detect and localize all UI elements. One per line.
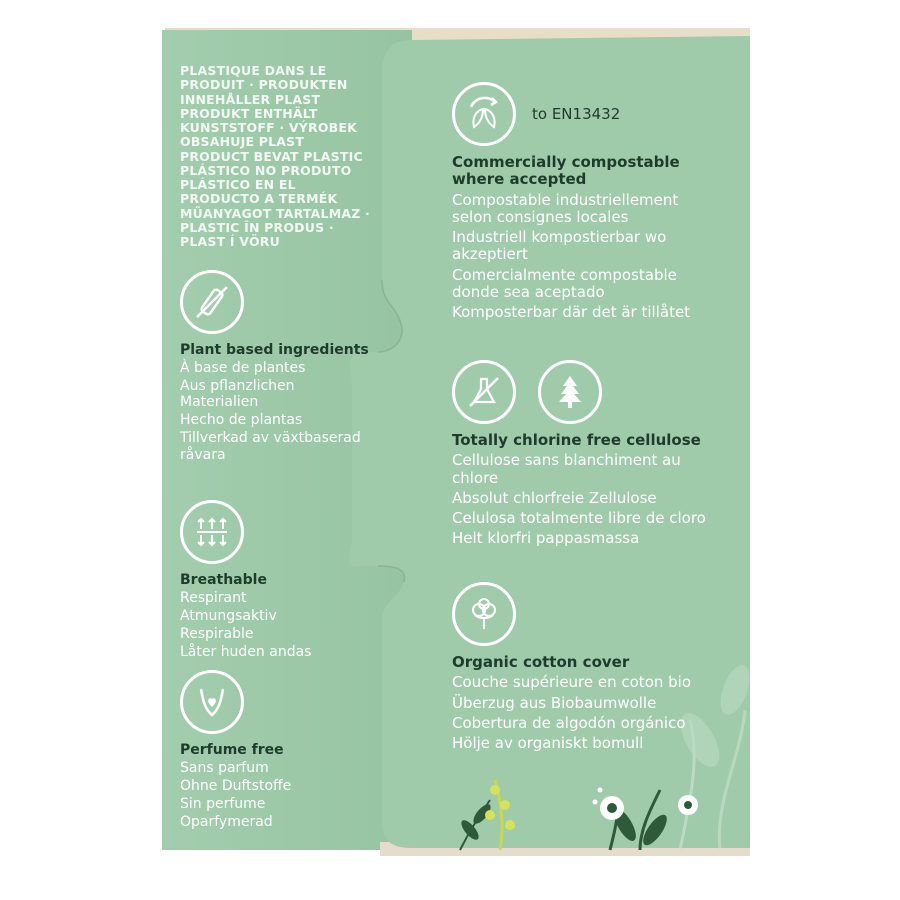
plastic-disclaimer: PLASTIQUE DANS LE PRODUIT · PRODUKTEN INNEHÅLLER PLAST PRODUKT ENTHÄLT KUNSTSTOFF · VÝROBEK OBSAHUJE PLAST PRODUCT BEVAT PLASTIC PLÁSTICO NO PRODUTO PLÁSTICO EN EL PRODUCTO A TERMÉK MŰANYAGOT TARTALMAZ · PLASTIC ÎN PRODUS · PLAST Í VÖRU — [180, 63, 370, 249]
feature-heading: Commercially compostable where accepted — [452, 153, 680, 189]
feature-translation: Respirant — [180, 590, 247, 607]
no-plastic-bottle-icon — [180, 270, 244, 334]
feature-translation: Überzug aus Biobaumwolle — [452, 693, 657, 712]
feature-translation: Absolut chlorfreie Zellulose — [452, 488, 657, 507]
feature-translation: Industriell kompostierbar wo akzeptiert — [452, 228, 667, 264]
feature-heading: Totally chlorine free cellulose — [452, 431, 701, 449]
body-heart-icon — [180, 670, 244, 734]
feature-chlorine-free — [452, 360, 722, 548]
feature-translation: Sin perfume — [180, 796, 266, 813]
feature-perfume-free — [180, 670, 370, 830]
feature-translation: Compostable industriellement selon consignes locales — [452, 190, 679, 226]
cotton-icon — [452, 582, 516, 646]
no-chlorine-flask-icon — [452, 360, 516, 424]
feature-translation: Sans parfum — [180, 760, 269, 777]
feature-heading: Breathable — [180, 572, 267, 588]
feature-translation: Aus pflanzlichen Materialien — [180, 378, 295, 411]
feature-translation: Komposterbar där det är tillåtet — [452, 303, 691, 321]
feature-translation: Atmungsaktiv — [180, 608, 277, 625]
tree-icon — [538, 360, 602, 424]
feature-translation: Ohne Duftstoffe — [180, 778, 292, 795]
feature-translation: À base de plantes — [180, 360, 306, 377]
feature-translation: Cobertura de algodón orgánico — [452, 713, 686, 732]
feature-translation: Respirable — [180, 626, 254, 643]
feature-compostable — [452, 82, 722, 321]
feature-translation: Comercialmente compostable donde sea aceptado — [452, 265, 677, 301]
compost-leaves-icon — [452, 82, 516, 146]
feature-translation: Couche supérieure en coton bio — [452, 673, 692, 692]
feature-heading: Organic cotton cover — [452, 653, 630, 671]
feature-translation: Cellulose sans blanchiment au chlore — [452, 451, 681, 487]
feature-translation: Tillverkad av växtbaserad råvara — [180, 430, 361, 463]
feature-translation: Helt klorfri pappasmassa — [452, 529, 640, 548]
certification-label: to EN13432 — [532, 104, 621, 123]
feature-breathable — [180, 500, 370, 660]
feature-translation: Hölje av organiskt bomull — [452, 734, 644, 752]
feature-organic-cotton — [452, 582, 722, 752]
feature-heading: Perfume free — [180, 742, 284, 758]
feature-heading: Plant based ingredients — [180, 342, 369, 358]
feature-translation: Låter huden andas — [180, 644, 312, 661]
feature-plant-based — [180, 270, 370, 463]
feature-translation: Celulosa totalmente libre de cloro — [452, 509, 706, 527]
feature-translation: Hecho de plantas — [180, 412, 303, 429]
feature-translation: Oparfymerad — [180, 814, 273, 831]
breathable-arrows-icon — [180, 500, 244, 564]
left-column — [180, 64, 370, 249]
